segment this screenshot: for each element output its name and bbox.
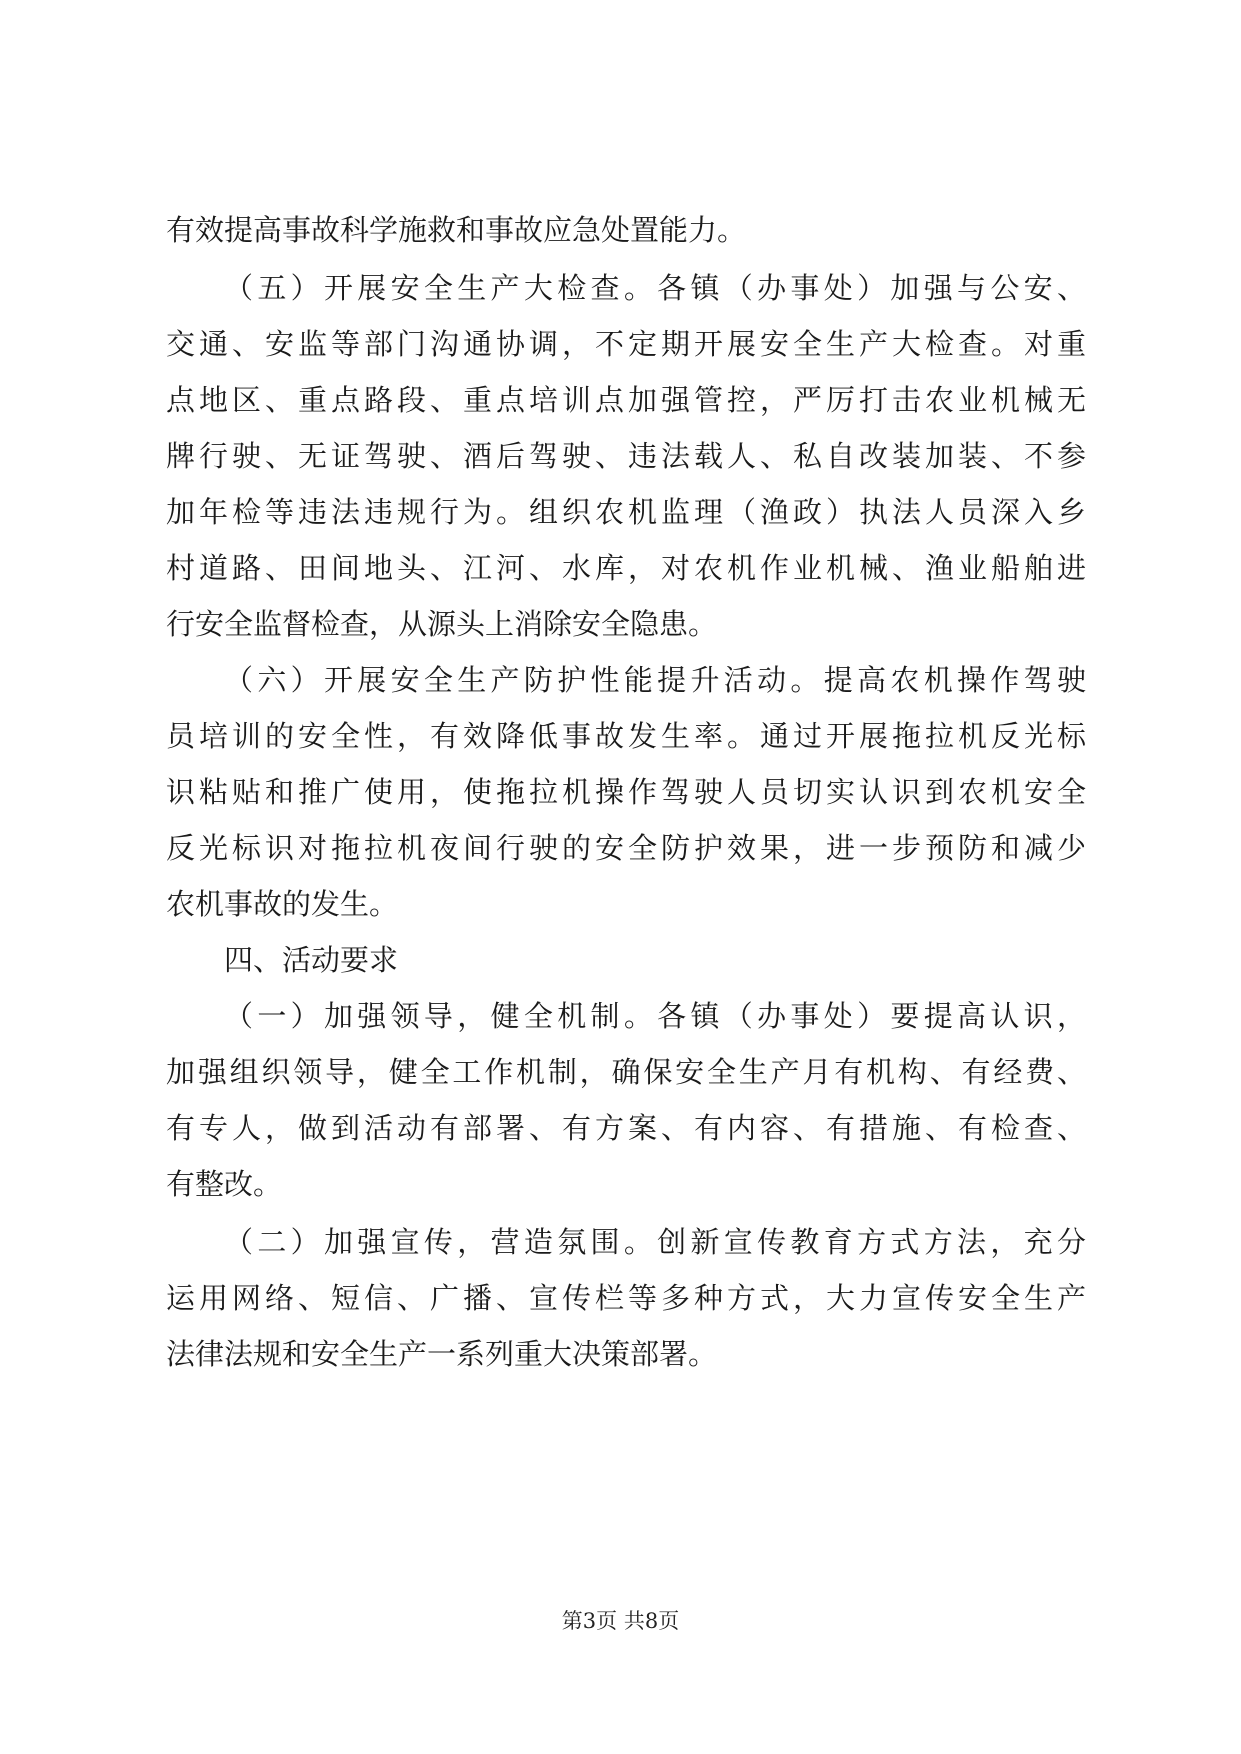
paragraph-line: 点地区、重点路段、重点培训点加强管控，严厉打击农业机械无 [166,383,1086,417]
paragraph-line: 识粘贴和推广使用，使拖拉机操作驾驶人员切实认识到农机安全 [166,775,1086,809]
paragraph-line: 牌行驶、无证驾驶、酒后驾驶、违法载人、私自改装加装、不参 [166,439,1086,473]
paragraph-line: 有效提高事故科学施救和事故应急处置能力。 [166,213,747,247]
page-number-footer: 第3页 共8页 [561,1609,680,1633]
paragraph-line: 加年检等违法违规行为。组织农机监理（渔政）执法人员深入乡 [166,495,1086,529]
paragraph-line: 村道路、田间地头、江河、水库，对农机作业机械、渔业船舶进 [166,551,1086,585]
paragraph-line: （六）开展安全生产防护性能提升活动。提高农机操作驾驶 [224,663,1086,697]
paragraph-line: 有专人，做到活动有部署、有方案、有内容、有措施、有检查、 [166,1111,1086,1145]
paragraph-line: （五）开展安全生产大检查。各镇（办事处）加强与公安、 [224,271,1086,305]
paragraph-line: 反光标识对拖拉机夜间行驶的安全防护效果，进一步预防和减少 [166,831,1086,865]
paragraph-line: 运用网络、短信、广播、宣传栏等多种方式，大力宣传安全生产 [166,1281,1086,1315]
paragraph-line: 法律法规和安全生产一系列重大决策部署。 [166,1337,718,1371]
paragraph-line: 交通、安监等部门沟通协调，不定期开展安全生产大检查。对重 [166,327,1086,361]
paragraph-line: 农机事故的发生。 [166,887,399,921]
paragraph-line: 行安全监督检查，从源头上消除安全隐患。 [166,607,718,641]
paragraph-line: 有整改。 [166,1167,283,1201]
paragraph-line: （二）加强宣传，营造氛围。创新宣传教育方式方法，充分 [224,1225,1086,1259]
paragraph-line: 员培训的安全性，有效降低事故发生率。通过开展拖拉机反光标 [166,719,1086,753]
paragraph-line: （一）加强领导，健全机制。各镇（办事处）要提高认识， [224,999,1086,1033]
section-heading: 四、活动要求 [224,943,399,977]
paragraph-line: 加强组织领导，健全工作机制，确保安全生产月有机构、有经费、 [166,1055,1086,1089]
